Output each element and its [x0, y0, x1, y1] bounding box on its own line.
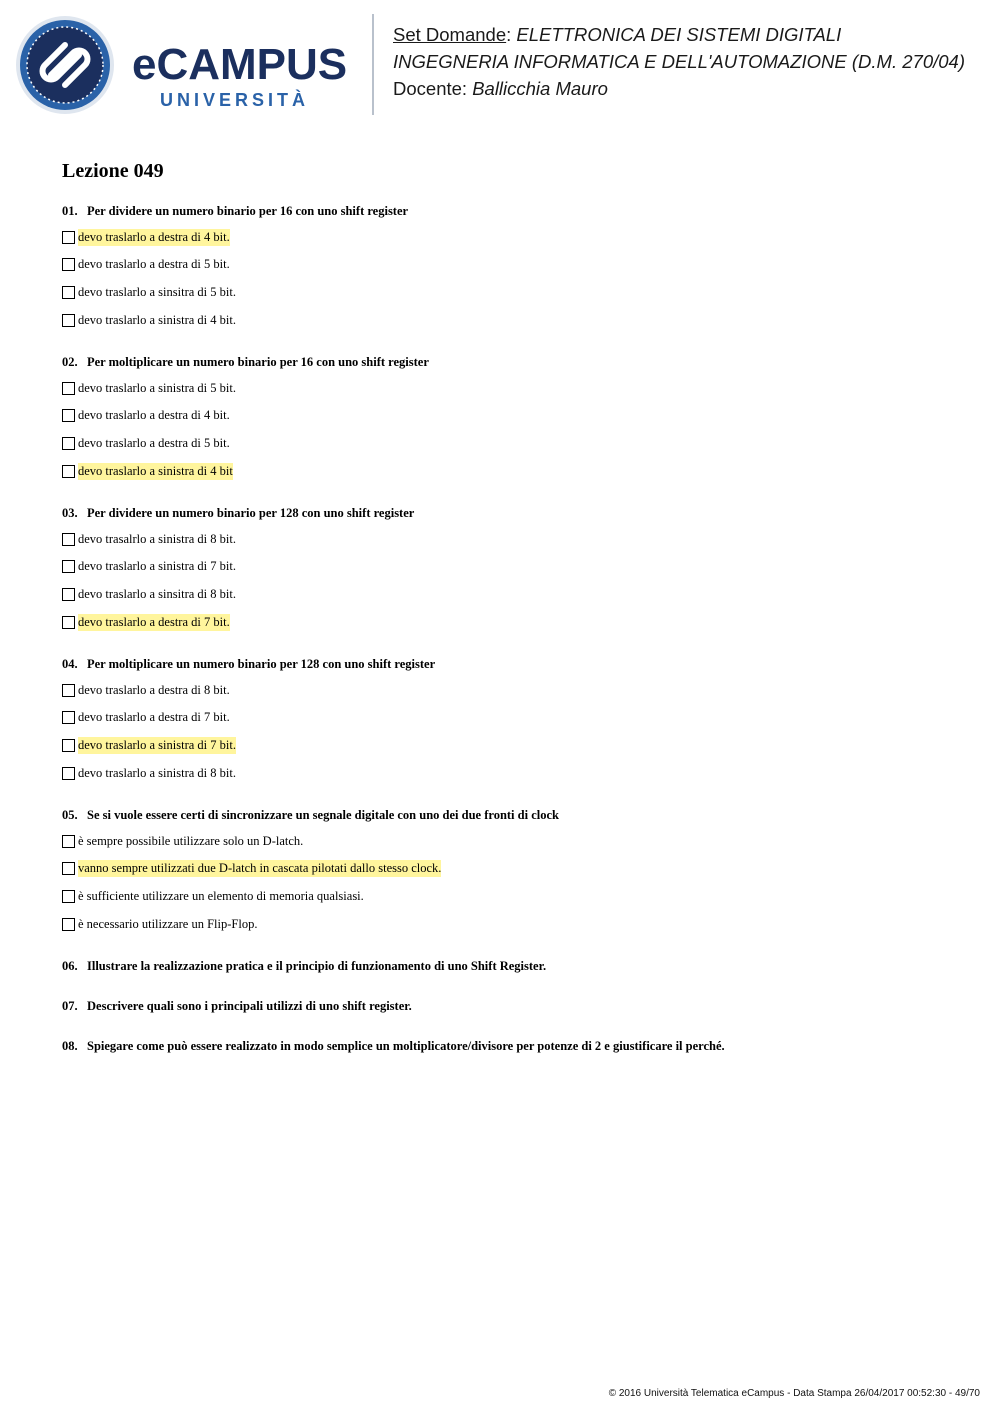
question-number: 01. — [62, 204, 78, 218]
question-1 — [62, 204, 408, 219]
question-number: 07. — [62, 999, 78, 1013]
answer-option[interactable] — [62, 462, 233, 480]
answer-label: devo traslarlo a sinistra di 8 bit. — [78, 765, 236, 780]
answer-checkbox[interactable] — [62, 533, 75, 546]
answer-option[interactable] — [62, 586, 236, 604]
answer-option[interactable] — [62, 860, 441, 878]
answer-checkbox[interactable] — [62, 767, 75, 780]
answer-label-highlighted: devo traslarlo a sinistra di 7 bit. — [78, 738, 236, 753]
teacher-name: Ballicchia Mauro — [472, 78, 608, 99]
answer-checkbox[interactable] — [62, 588, 75, 601]
question-text: Spiegare come può essere realizzato in modo semplice un moltiplicatore/divisore per potenze di 2 e giustificare il perché. — [87, 1039, 725, 1053]
answer-label: devo traslarlo a sinistra di 7 bit. — [78, 559, 236, 574]
answer-checkbox[interactable] — [62, 862, 75, 875]
answer-label: devo traslarlo a destra di 5 bit. — [78, 257, 230, 272]
answer-label: devo traslarlo a sinistra di 4 bit. — [78, 312, 236, 327]
question-text: Per moltiplicare un numero binario per 128 con uno shift register — [87, 657, 436, 671]
answer-option[interactable] — [62, 379, 236, 397]
answer-option[interactable] — [62, 888, 364, 906]
question-5 — [62, 808, 559, 823]
question-2 — [62, 355, 429, 370]
answer-checkbox[interactable] — [62, 409, 75, 422]
question-text: Per dividere un numero binario per 16 con uno shift register — [87, 204, 409, 218]
answer-checkbox[interactable] — [62, 286, 75, 299]
answer-checkbox[interactable] — [62, 258, 75, 271]
answer-label: devo traslarlo a sinsitra di 8 bit. — [78, 587, 236, 602]
question-8 — [62, 1039, 725, 1054]
answer-option[interactable] — [62, 915, 257, 933]
answer-label: devo traslarlo a sinistra di 5 bit. — [78, 380, 236, 395]
logo-name: eCAMPUS — [132, 40, 348, 89]
answer-checkbox[interactable] — [62, 890, 75, 903]
answer-checkbox[interactable] — [62, 711, 75, 724]
answer-label-highlighted: vanno sempre utilizzati due D-latch in cascata pilotati dallo stesso clock. — [78, 861, 442, 876]
answer-label: devo traslarlo a destra di 8 bit. — [78, 682, 230, 697]
question-number: 06. — [62, 959, 78, 973]
answer-checkbox[interactable] — [62, 616, 75, 629]
answer-label: devo trasalrlo a sinistra di 8 bit. — [78, 531, 236, 546]
answer-option[interactable] — [62, 832, 303, 850]
answer-option[interactable] — [62, 737, 236, 755]
answer-option[interactable] — [62, 709, 230, 727]
answer-option[interactable] — [62, 284, 236, 302]
question-number: 03. — [62, 506, 78, 520]
answer-label: devo traslarlo a destra di 7 bit. — [78, 710, 230, 725]
answer-checkbox[interactable] — [62, 835, 75, 848]
question-text: Descrivere quali sono i principali utilizzi di uno shift register. — [87, 999, 412, 1013]
ecampus-wordmark — [130, 35, 360, 115]
answer-option[interactable] — [62, 311, 236, 329]
answer-option[interactable] — [62, 407, 230, 425]
answer-option[interactable] — [62, 764, 236, 782]
answer-checkbox[interactable] — [62, 739, 75, 752]
answer-option[interactable] — [62, 681, 230, 699]
answer-checkbox[interactable] — [62, 314, 75, 327]
answer-label-highlighted: devo traslarlo a destra di 7 bit. — [78, 614, 230, 629]
logo-sub: UNIVERSITÀ — [160, 90, 310, 110]
question-text: Se si vuole essere certi di sincronizzare un segnale digitale con uno dei due fronti di clock — [87, 808, 559, 822]
question-6 — [62, 959, 546, 974]
answer-option[interactable] — [62, 228, 230, 246]
answer-label-highlighted: devo traslarlo a sinistra di 4 bit — [78, 463, 233, 478]
answer-checkbox[interactable] — [62, 684, 75, 697]
question-number: 05. — [62, 808, 78, 822]
answer-checkbox[interactable] — [62, 231, 75, 244]
answer-checkbox[interactable] — [62, 437, 75, 450]
answer-checkbox[interactable] — [62, 560, 75, 573]
teacher-label: Docente — [393, 78, 462, 99]
answer-option[interactable] — [62, 613, 230, 631]
degree-name: INGEGNERIA INFORMATICA E DELL'AUTOMAZIONE (D.M. 270/04) — [393, 51, 965, 72]
question-number: 04. — [62, 657, 78, 671]
answer-checkbox[interactable] — [62, 465, 75, 478]
header-divider — [372, 14, 374, 115]
page-header — [0, 0, 1000, 130]
answer-option[interactable] — [62, 256, 230, 274]
answer-label: è sempre possibile utilizzare solo un D-latch. — [78, 833, 304, 848]
ecampus-seal-logo — [15, 15, 115, 115]
set-label: Set Domande — [393, 24, 507, 45]
answer-checkbox[interactable] — [62, 382, 75, 395]
question-text: Illustrare la realizzazione pratica e il principio di funzionamento di uno Shift Register. — [87, 959, 547, 973]
answer-label: è necessario utilizzare un Flip-Flop. — [78, 916, 258, 931]
question-number: 02. — [62, 355, 78, 369]
answer-label: devo traslarlo a destra di 4 bit. — [78, 408, 230, 423]
answer-label: devo traslarlo a sinsitra di 5 bit. — [78, 285, 236, 300]
lesson-title: Lezione 049 — [62, 160, 164, 182]
question-number: 08. — [62, 1039, 78, 1053]
answer-checkbox[interactable] — [62, 918, 75, 931]
answer-option[interactable] — [62, 530, 236, 548]
course-info: Set Domande: ELETTRONICA DEI SISTEMI DIGITALI INGEGNERIA INFORMATICA E DELL'AUTOMAZIONE (D.M. 270/04) Docente: Ballicchia Mauro — [393, 24, 965, 99]
answer-label: è sufficiente utilizzare un elemento di memoria qualsiasi. — [78, 889, 364, 904]
page-footer: © 2016 Università Telematica eCampus - Data Stampa 26/04/2017 00:52:30 - 49/70 — [608, 1388, 980, 1399]
answer-label-highlighted: devo traslarlo a destra di 4 bit. — [78, 229, 230, 244]
answer-option[interactable] — [62, 435, 230, 453]
course-name: ELETTRONICA DEI SISTEMI DIGITALI — [516, 24, 842, 45]
question-7 — [62, 999, 412, 1014]
question-text: Per dividere un numero binario per 128 con uno shift register — [87, 506, 415, 520]
question-text: Per moltiplicare un numero binario per 16 con uno shift register — [87, 355, 429, 369]
question-3 — [62, 506, 414, 521]
answer-option[interactable] — [62, 558, 236, 576]
answer-label: devo traslarlo a destra di 5 bit. — [78, 436, 230, 451]
question-4 — [62, 657, 435, 672]
